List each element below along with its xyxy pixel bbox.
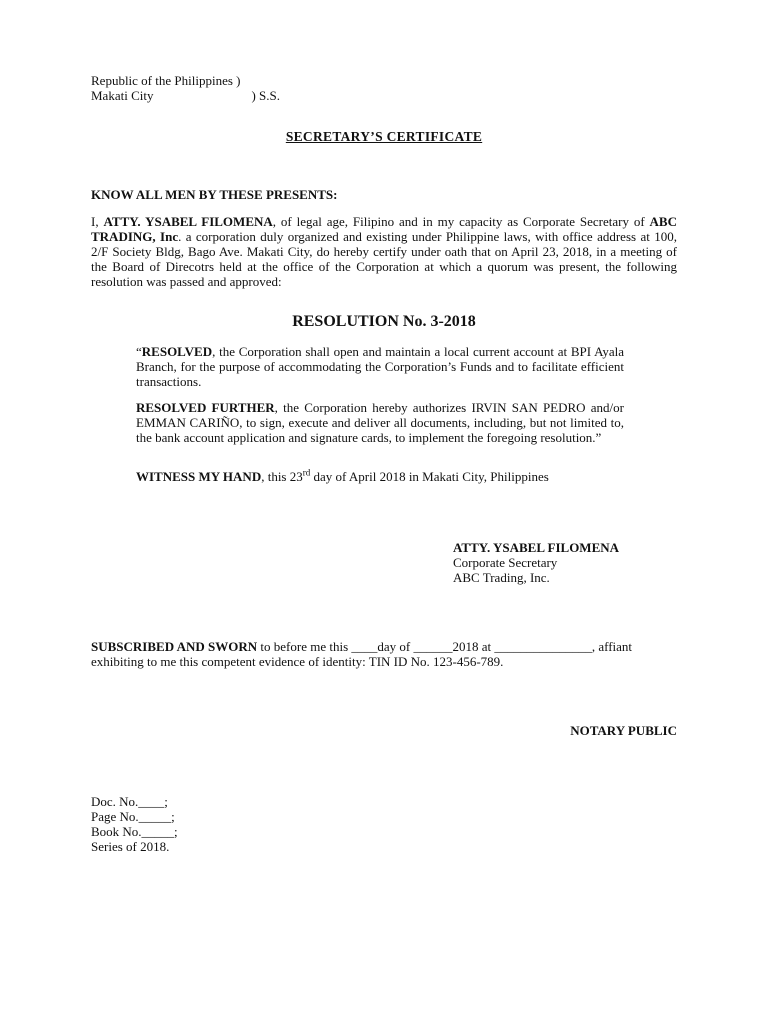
signer-position: Corporate Secretary xyxy=(453,555,558,570)
signature-block xyxy=(453,540,619,585)
sworn-lead: SUBSCRIBED AND SWORN xyxy=(91,639,258,654)
notary-public-label: NOTARY PUBLIC xyxy=(570,723,677,738)
sworn-text: to before me this ____day of ______2018 at _______________, affiant exhibiting to me this competent evidence of identity: TIN ID No. 123-456-789. xyxy=(91,639,633,669)
intro-text-1: I, xyxy=(91,214,104,229)
venue-block xyxy=(91,73,280,103)
witness-text-1: , this 23 xyxy=(261,469,303,484)
intro-paragraph xyxy=(91,214,677,289)
witness-line xyxy=(136,469,656,484)
resolved-lead: RESOLVED xyxy=(141,344,213,359)
secretary-name: ATTY. YSABEL FILOMENA xyxy=(103,214,273,229)
company-name: ABC TRADING, Inc xyxy=(91,214,677,244)
doc-no: Doc. No.____; xyxy=(91,794,168,809)
venue-ss: ) S.S. xyxy=(251,88,281,103)
signer-name: ATTY. YSABEL FILOMENA xyxy=(453,540,620,555)
witness-ordinal: rd xyxy=(302,467,311,478)
document-numbers xyxy=(91,794,178,854)
open-quote: “ xyxy=(136,344,142,359)
resolved-further-lead: RESOLVED FURTHER xyxy=(136,400,275,415)
know-all-men-heading: KNOW ALL MEN BY THESE PRESENTS: xyxy=(91,187,338,202)
witness-lead: WITNESS MY HAND xyxy=(136,469,262,484)
intro-text-3: . a corporation duly organized and existing under Philippine laws, with office address at 100, 2/F Society Bldg, Bago Ave. Makati City, do hereby certify under oath that on April 23, 2018, in a meeting of the Board of Direcotrs held at the office of the Corporation at which a quorum was present, the following resolution was passed and approved: xyxy=(91,229,677,289)
venue-line-2 xyxy=(91,88,280,103)
resolution-title: RESOLUTION No. 3-2018 xyxy=(292,313,476,330)
document-title xyxy=(0,129,768,144)
jurat-paragraph xyxy=(91,639,681,669)
venue-city: Makati City xyxy=(91,88,154,103)
signer-company: ABC Trading, Inc. xyxy=(453,570,550,585)
series-no: Series of 2018. xyxy=(91,839,170,854)
resolution-1-text: , the Corporation shall open and maintain a local current account at BPI Ayala Branch, for the purpose of accommodating the Corporation’s Funds and to facilitate efficient transactions. xyxy=(136,344,624,389)
venue-line-1: Republic of the Philippines ) xyxy=(91,73,241,88)
intro-text-2: , of legal age, Filipino and in my capacity as Corporate Secretary of xyxy=(272,214,650,229)
resolution-2-text: , the Corporation hereby authorizes IRVIN SAN PEDRO and/or EMMAN CARIÑO, to sign, execute and deliver all documents, including, but not limited to, the bank account application and signature cards, to implement the foregoing resolution.” xyxy=(136,400,624,445)
resolution-paragraph-2 xyxy=(136,400,624,445)
resolution-paragraph-1 xyxy=(136,344,624,389)
page-no: Page No._____; xyxy=(91,809,175,824)
document-title-text: SECRETARY’S CERTIFICATE xyxy=(285,129,483,144)
book-no: Book No._____; xyxy=(91,824,178,839)
witness-text-2: day of April 2018 in Makati City, Philippines xyxy=(310,469,549,484)
